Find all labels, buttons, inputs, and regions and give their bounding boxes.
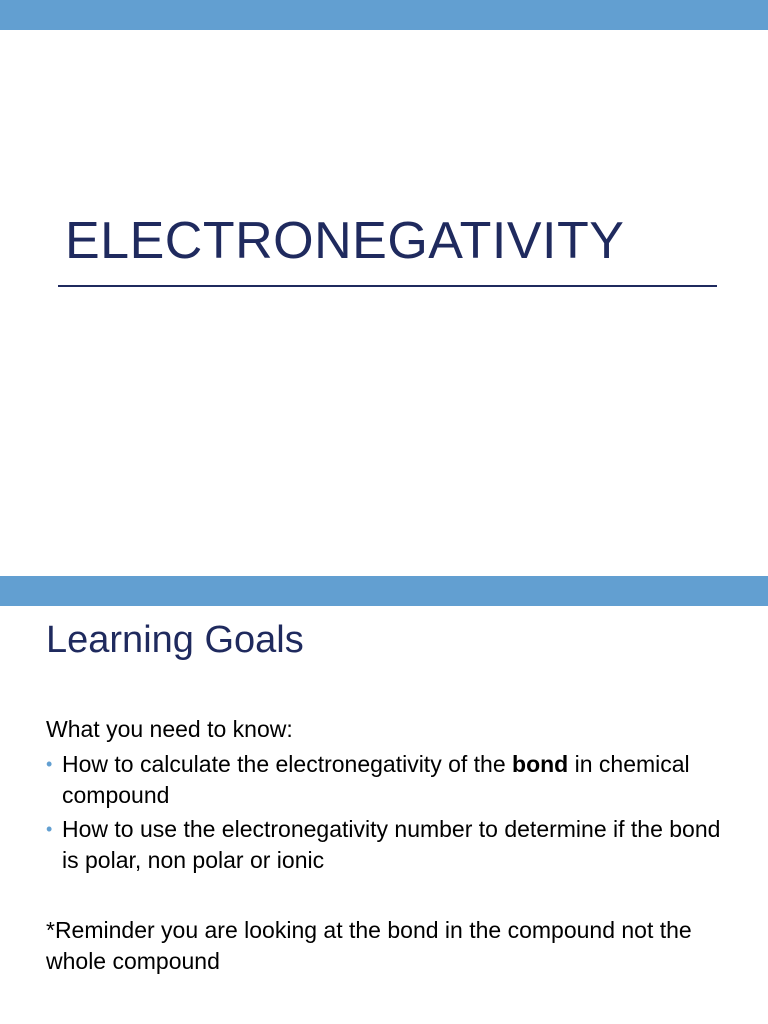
bullet-item [46,749,726,811]
top-accent-bar [0,0,768,30]
bullet-text: How to use the electronegativity number to determine if the bond is polar, non polar or ionic [62,816,721,873]
bullet-text-post: in chemical compound [62,751,690,808]
bullet-text-bold: bond [512,751,569,777]
reminder-note: *Reminder you are looking at the bond in the compound not the whole compound [46,917,692,974]
intro-text: What you need to know: [46,716,293,742]
slide-body [46,714,726,977]
slide-title: ELECTRONEGATIVITY [65,212,625,270]
bullet-icon: • [46,819,53,839]
top-accent-bar [0,576,768,606]
bullet-icon: • [46,754,53,774]
bullet-text-pre: How to calculate the electronegativity of the [62,751,513,777]
title-underline [58,285,717,287]
bullet-item [46,814,726,876]
slide-heading: Learning Goals [46,619,304,661]
learning-goals-slide [0,576,768,1024]
